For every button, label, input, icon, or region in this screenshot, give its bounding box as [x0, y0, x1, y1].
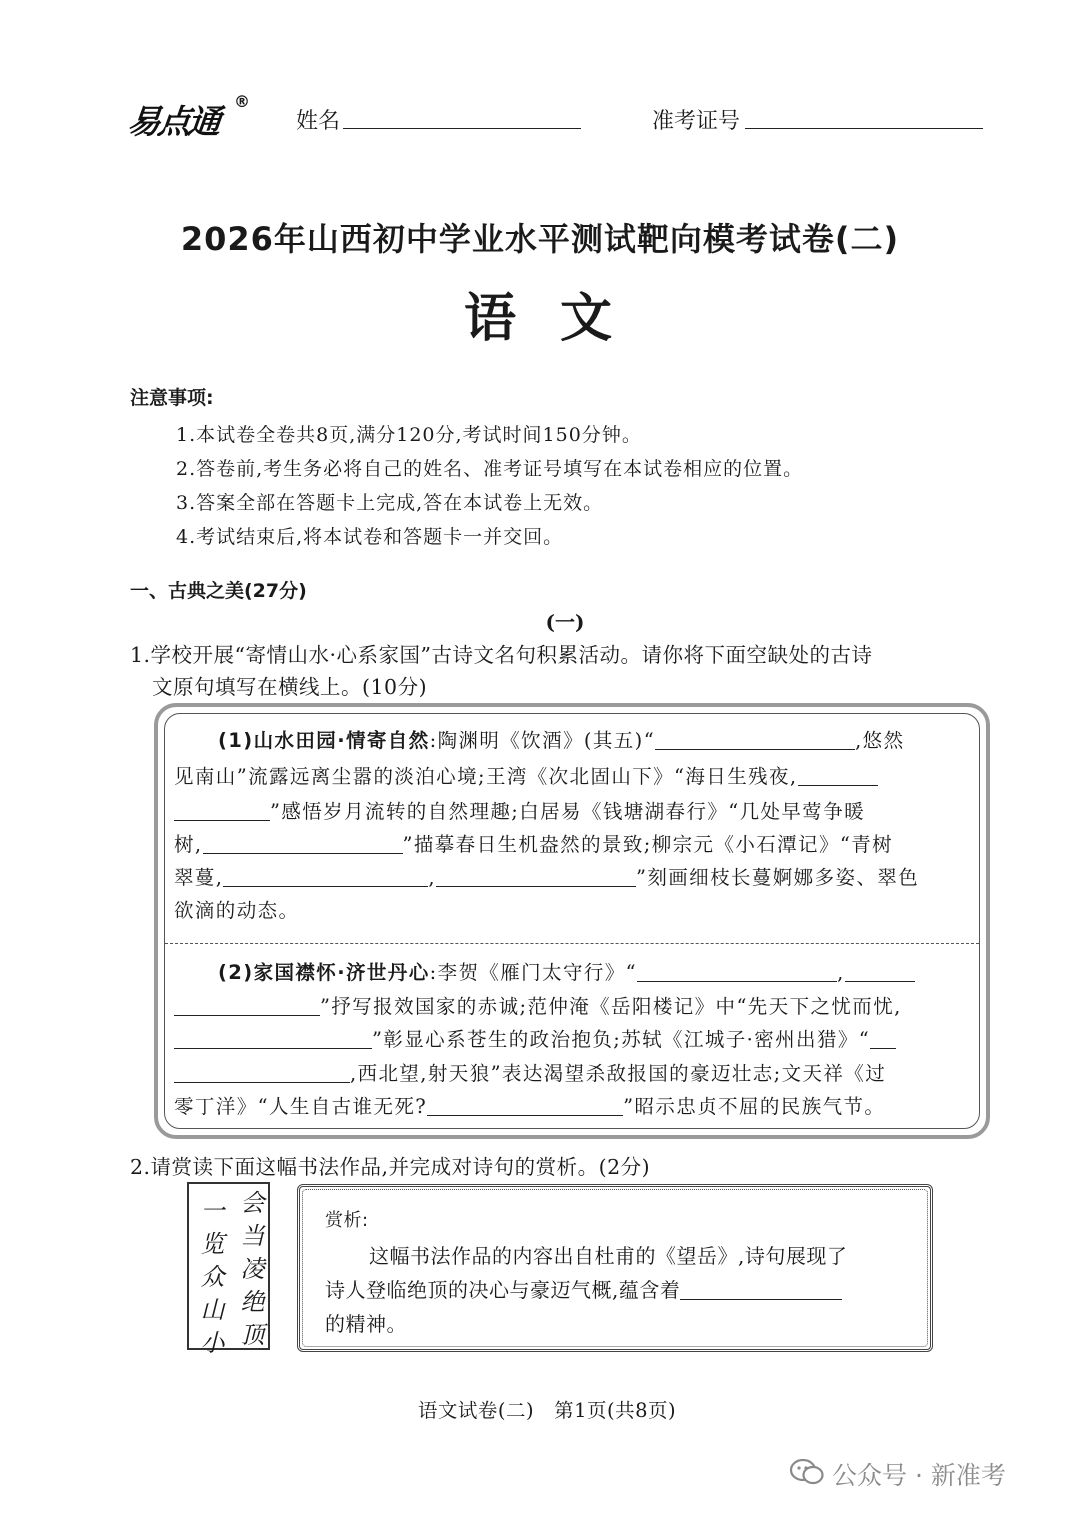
answer-blank[interactable]: [798, 766, 878, 787]
box1-text: ”感悟岁月流转的自然理趣;白居易《钱塘湖春行》“几处早莺争暖: [270, 800, 866, 823]
notice-heading: 注意事项:: [130, 387, 214, 409]
name-label: 姓名: [296, 109, 341, 134]
calligraphy-right-text: 会当凌绝顶: [236, 1190, 264, 1355]
exam-id-blank[interactable]: [745, 128, 983, 129]
exam-title: 2026年山西初中学业水平测试靶向模考试卷(二): [180, 220, 900, 258]
exam-id-label: 准考证号: [652, 109, 741, 134]
notice-item: 1.本试卷全卷共8页,满分120分,考试时间150分钟。: [176, 424, 642, 446]
name-blank[interactable]: [343, 128, 581, 129]
answer-blank[interactable]: [223, 867, 428, 888]
box1-text: ”描摹春日生机盎然的景致;柳宗元《小石潭记》“青树: [402, 833, 894, 856]
appreciation-heading: 赏析:: [325, 1210, 369, 1231]
appreciation-line3: 的精神。: [325, 1312, 407, 1336]
box1-text: 见南山”流露远离尘嚣的淡泊心境;王湾《次北固山下》“海日生残夜,: [174, 765, 798, 788]
dashed-divider: [165, 943, 979, 944]
answer-blank[interactable]: [174, 801, 270, 822]
box2-text: ”抒写报效国家的赤诚;范仲淹《岳阳楼记》中“先天下之忧而忧,: [320, 995, 902, 1018]
box2-text: ”彰显心系苍生的政治抱负;苏轼《江城子·密州出猎》“: [372, 1028, 871, 1051]
registered-mark: ®: [234, 92, 250, 111]
answer-blank[interactable]: [655, 730, 855, 751]
box1-line1: [218, 725, 904, 753]
question-2-line: 2.请赏读下面这幅书法作品,并完成对诗句的赏析。(2分): [130, 1155, 651, 1179]
calligraphy-right-column: [231, 1190, 267, 1366]
part-heading: (一): [545, 610, 585, 634]
box2-text: ”昭示忠贞不屈的民族气节。: [623, 1095, 886, 1118]
box1-line4: [174, 829, 893, 857]
notice-item: 3.答案全部在答题卡上完成,答在本试卷上无效。: [176, 492, 604, 514]
question-1-line2: 文原句填写在横线上。(10分): [152, 675, 428, 699]
calligraphy-image: [187, 1182, 270, 1363]
box1-heading: (1)山水田园·情寄自然: [218, 729, 430, 752]
box2-line1: [218, 957, 915, 985]
box2-heading: (2)家国襟怀·济世丹心: [218, 961, 430, 984]
brand-logo: 易点通: [125, 102, 220, 141]
box1-line2: [174, 761, 878, 789]
answer-blank[interactable]: [637, 962, 837, 983]
subject-title: 语文: [463, 289, 656, 349]
answer-blank[interactable]: [174, 996, 320, 1017]
page-footer: 语文试卷(二) 第1页(共8页): [417, 1399, 677, 1422]
appreciation-text: 诗人登临绝顶的决心与豪迈气概,蕴含着: [325, 1278, 681, 1302]
box2-text: ,西北望,射天狼”表达渴望杀敌报国的豪迈壮志;文天祥《过: [350, 1062, 887, 1085]
appreciation-line2: [325, 1274, 842, 1303]
box2-line2: [174, 991, 902, 1019]
answer-blank[interactable]: [174, 1029, 372, 1050]
box2-text: 零丁洋》“人生自古谁无死?: [174, 1095, 428, 1118]
box1-line5: [174, 862, 919, 890]
notice-item: 2.答卷前,考生务必将自己的姓名、准考证号填写在本试卷相应的位置。: [176, 458, 804, 480]
answer-blank[interactable]: [436, 867, 636, 888]
box1-text: ,: [428, 866, 437, 889]
appreciation-box: [297, 1184, 933, 1352]
box1-line3: [174, 796, 865, 824]
question-1-line1: 1.学校开展“寄情山水·心系家国”古诗文名句积累活动。请你将下面空缺处的古诗: [130, 643, 873, 667]
box1-text: 翠蔓,: [174, 866, 224, 889]
box2-line4: [174, 1058, 886, 1086]
section-heading: 一、古典之美(27分): [130, 580, 307, 602]
answer-blank[interactable]: [427, 1096, 623, 1117]
box1-text: ”刻画细枝长蔓婀娜多姿、翠色: [636, 866, 920, 889]
box2-line3: [174, 1024, 896, 1052]
box2-text: :李贺《雁门太守行》“: [429, 961, 638, 984]
calligraphy-left-text: 一览众山小: [196, 1198, 224, 1363]
notice-item: 4.考试结束后,将本试卷和答题卡一并交回。: [176, 526, 564, 548]
answer-blank[interactable]: [870, 1029, 896, 1050]
calligraphy-left-column: [191, 1198, 227, 1374]
box1-line6: 欲滴的动态。: [174, 899, 300, 922]
answer-blank[interactable]: [203, 834, 403, 855]
answer-blank[interactable]: [845, 962, 915, 983]
box2-text: ,: [837, 961, 845, 984]
wechat-icon: [790, 1458, 824, 1486]
box1-text: :陶渊明《饮酒》(其五)“: [429, 729, 656, 752]
box1-text: ,悠然: [855, 729, 905, 752]
watermark-text: 公众号 · 新准考: [832, 1461, 1006, 1490]
box2-line5: [174, 1091, 885, 1119]
box1-text: 树,: [174, 833, 203, 856]
answer-blank[interactable]: [680, 1279, 842, 1300]
answer-blank[interactable]: [174, 1063, 350, 1084]
appreciation-line1: 这幅书法作品的内容出自杜甫的《望岳》,诗句展现了: [369, 1244, 848, 1268]
